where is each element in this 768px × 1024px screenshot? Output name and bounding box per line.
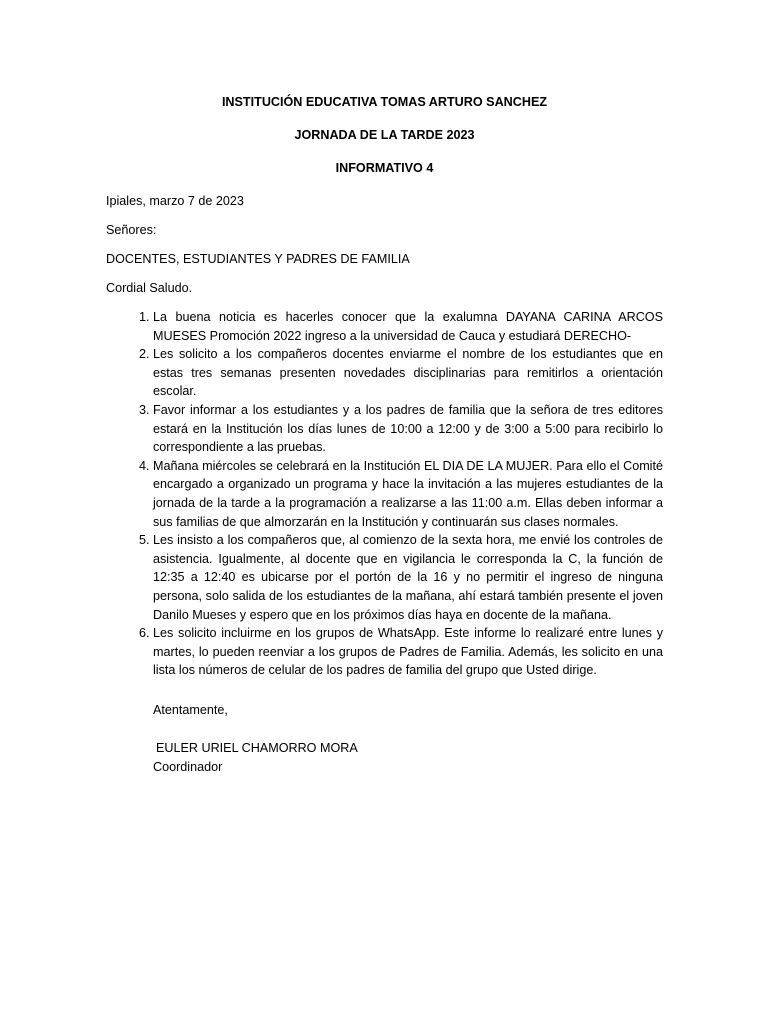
signer-role: Coordinador xyxy=(153,760,223,775)
institution-title: INSTITUCIÓN EDUCATIVA TOMAS ARTURO SANCHEZ xyxy=(221,95,548,109)
list-item: 5. Les insisto a los compañeros que, al comienzo de la sexta hora, me envié los controles de asistencia. Igualmente, al docente que en vigilancia le corresponda la C, la función de 12:35 a 12:40 es ubicarse por el portón de la 16 y no permitir el ingreso de ninguna persona, solo salida de los estudiantes de la mañana, ahí estará también presente el joven Danilo Mueses y espero que en los próximos días haya en docente de la mañana. xyxy=(153,531,663,624)
session-title: JORNADA DE LA TARDE 2023 xyxy=(294,128,475,142)
salutation-title: Señores: xyxy=(106,223,157,237)
list-item: 2. Les solicito a los compañeros docentes enviarme el nombre de los estudiantes que en estas tres semanas presenten novedades disciplinarias para remitirlos a orientación escolar. xyxy=(153,345,663,401)
list-item: 6. Les solicito incluirme en los grupos de WhatsApp. Este informe lo realizaré entre lunes y martes, lo pueden reenviar a los grupos de Padres de Familia. Además, les solicito en una lista los números de celular de los padres de familia del grupo que Usted dirige. xyxy=(153,624,663,680)
bulletin-title: INFORMATIVO 4 xyxy=(335,161,434,175)
recipients: DOCENTES, ESTUDIANTES Y PADRES DE FAMILIA xyxy=(106,252,410,266)
list-item: 1. La buena noticia es hacerles conocer que la exalumna DAYANA CARINA ARCOS MUESES Promoción 2022 ingreso a la universidad de Cauca y estudiará DERECHO- xyxy=(153,308,663,345)
list-item: 3. Favor informar a los estudiantes y a los padres de familia que la señora de tres editores estará en la Institución los días lunes de 10:00 a 12:00 y de 3:00 a 5:00 para recibirlo lo correspondiente a las pruebas. xyxy=(153,401,663,457)
closing: Atentamente, xyxy=(153,702,228,717)
letter-date: Ipiales, marzo 7 de 2023 xyxy=(106,194,244,208)
greeting: Cordial Saludo. xyxy=(106,281,193,295)
signer-name: EULER URIEL CHAMORRO MORA xyxy=(156,741,358,756)
list-item: 4. Mañana miércoles se celebrará en la Institución EL DIA DE LA MUJER. Para ello el Comité encargado a organizado un programa y hace la invitación a las mujeres estudiantes de la jornada de la tarde a la programación a realizarse a las 11:00 a.m. Ellas deben informar a sus familias de que almorzarán en la Institución y continuarán sus clases normales. xyxy=(153,457,663,531)
numbered-list xyxy=(106,308,663,680)
